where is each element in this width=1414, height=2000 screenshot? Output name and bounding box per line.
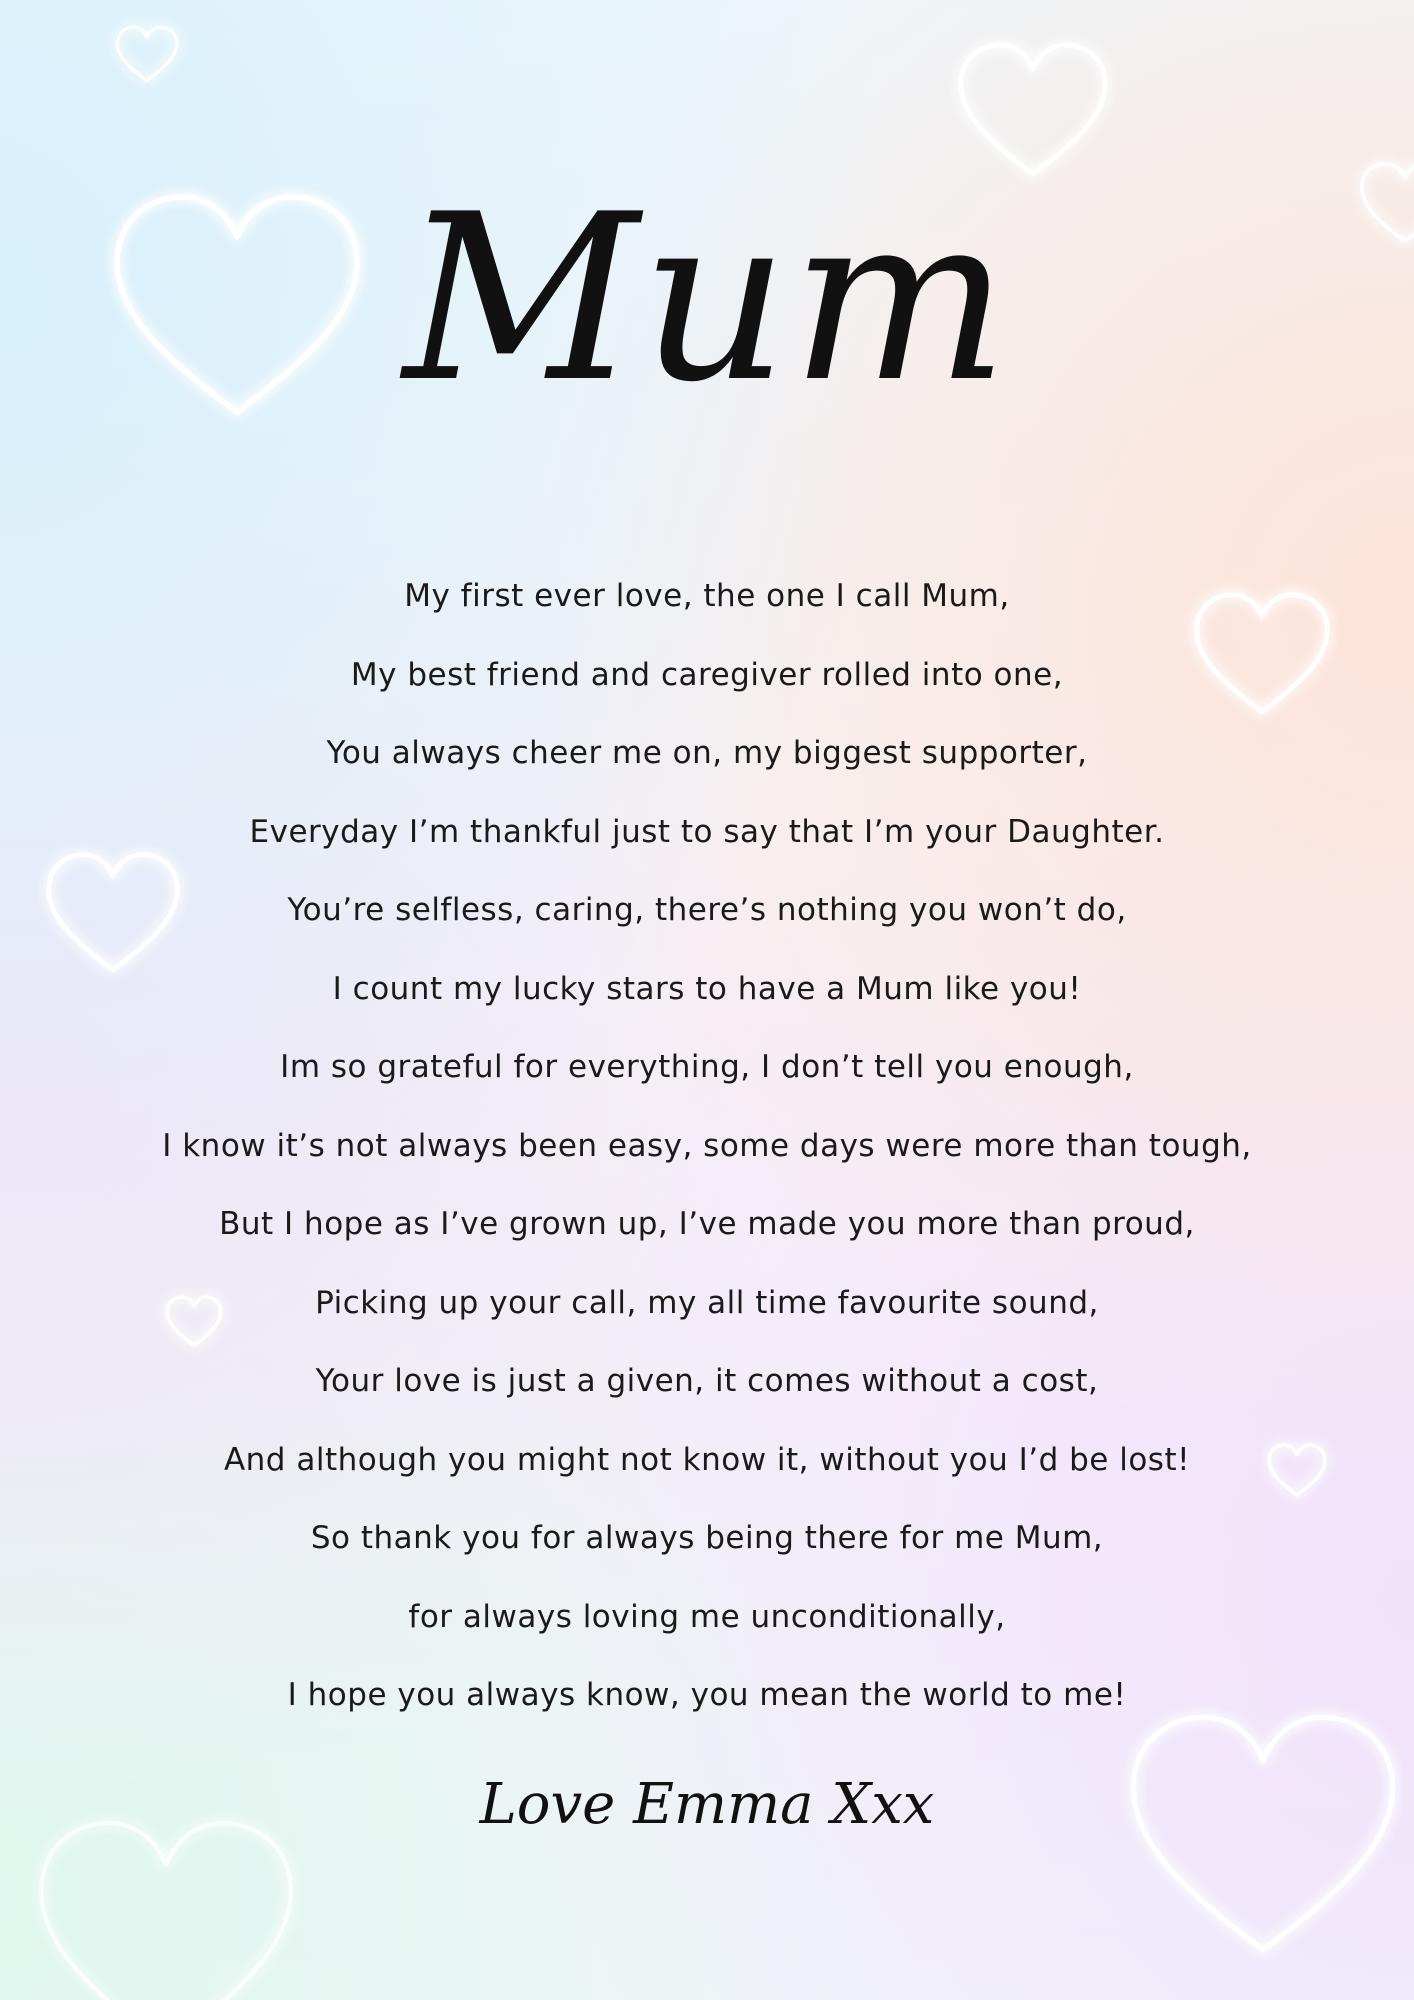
signature: Love Emma Xxx: [479, 1772, 935, 1837]
poem-body: [60, 568, 1354, 1746]
poem-line: Everyday I’m thankful just to say that I’m your Daughter.: [249, 813, 1165, 850]
poem-line: I know it’s not always been easy, some days were more than tough,: [162, 1127, 1252, 1164]
poem-line: I count my lucky stars to have a Mum like you!: [332, 970, 1082, 1007]
poem-line: Picking up your call, my all time favourite sound,: [315, 1284, 1099, 1321]
poem-line: My first ever love, the one I call Mum,: [404, 578, 1010, 614]
poem-line: My best friend and caregiver rolled into one,: [350, 656, 1064, 693]
poem-line: So thank you for always being there for me Mum,: [310, 1520, 1104, 1556]
heart-outline-icon: [117, 27, 177, 80]
poem-line: And although you might not know it, without you I’d be lost!: [223, 1441, 1191, 1478]
poem-line: I hope you always know, you mean the world to me!: [287, 1677, 1127, 1713]
heart-outline-icon: [41, 1823, 291, 2000]
poem-line: You’re selfless, caring, there’s nothing you won’t do,: [287, 892, 1127, 928]
poem-line: Im so grateful for everything, I don’t tell you enough,: [280, 1049, 1134, 1085]
poem-line: for always loving me unconditionally,: [408, 1598, 1006, 1635]
poem-line: But I hope as I’ve grown up, I’ve made you more than proud,: [219, 1206, 1195, 1242]
poem-line: You always cheer me on, my biggest supporter,: [326, 735, 1088, 771]
poem-title: Mum: [403, 166, 1011, 433]
poem-line: Your love is just a given, it comes without a cost,: [315, 1363, 1099, 1399]
